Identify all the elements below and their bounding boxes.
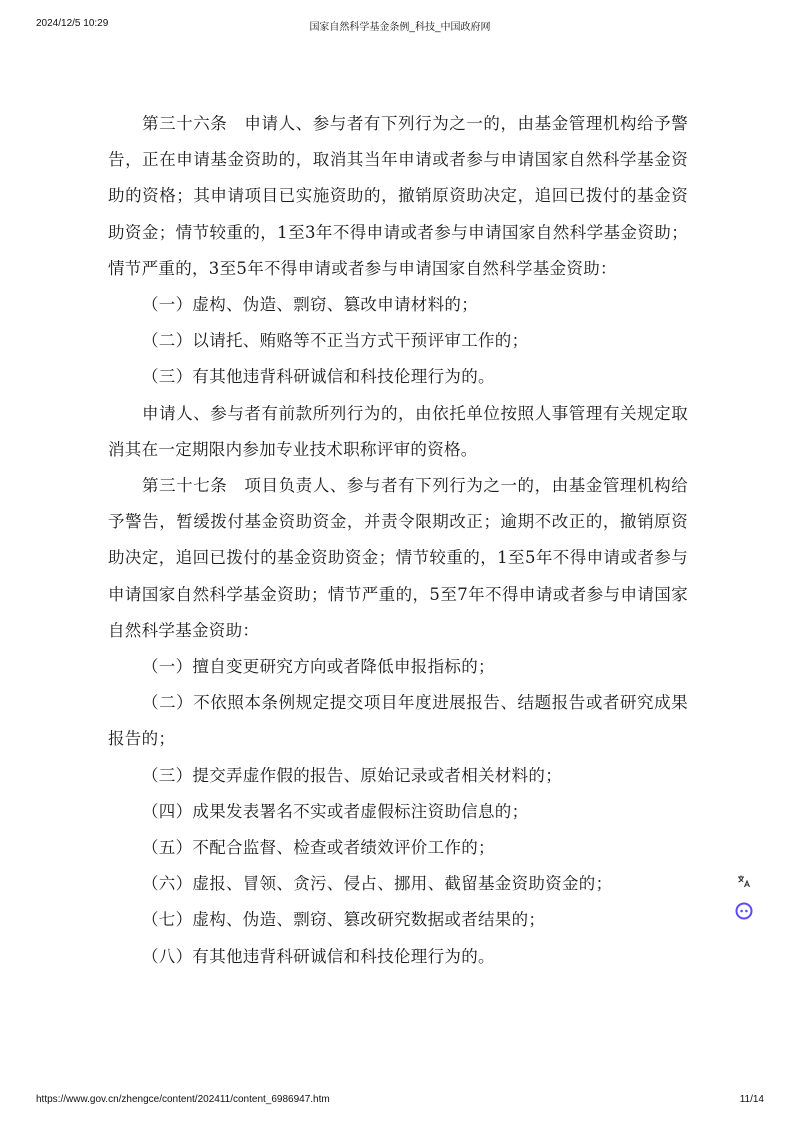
article-paragraph: （七）虚构、伪造、剽窃、篡改研究数据或者结果的； — [142, 910, 546, 930]
print-page-number: 11/14 — [739, 1094, 764, 1105]
article-paragraph: （一）擅自变更研究方向或者降低申报指标的； — [142, 657, 495, 677]
article-body — [108, 106, 688, 975]
print-datetime: 2024/12/5 10:29 — [36, 18, 109, 29]
article-paragraph: （三）提交弄虚作假的报告、原始记录或者相关材料的； — [142, 765, 562, 785]
article-paragraph: （二）以请托、贿赂等不正当方式干预评审工作的； — [142, 331, 529, 351]
print-page-title: 国家自然科学基金条例_科技_中国政府网 — [309, 22, 491, 33]
article-paragraph: （三）有其他违背科研诚信和科技伦理行为的。 — [142, 367, 495, 387]
article-paragraph: 申请人、参与者有前款所列行为的，由依托单位按照人事管理有关规定取消其在一定期限内参加专业技术职称评审的资格。 — [108, 403, 688, 459]
ai-assistant-icon — [735, 902, 753, 920]
translate-icon — [737, 874, 751, 888]
print-header — [36, 18, 764, 32]
article-paragraph: （五）不配合监督、检查或者绩效评价工作的； — [142, 838, 495, 858]
article-paragraph: （二）不依照本条例规定提交项目年度进展报告、结题报告或者研究成果报告的； — [108, 693, 688, 749]
article-paragraph: （一）虚构、伪造、剽窃、篡改申请材料的； — [142, 295, 478, 315]
article-paragraph: （四）成果发表署名不实或者虚假标注资助信息的； — [142, 801, 529, 821]
article-paragraph: （八）有其他违背科研诚信和科技伦理行为的。 — [142, 946, 495, 966]
ai-assistant-button[interactable] — [733, 900, 755, 922]
print-url: https://www.gov.cn/zhengce/content/202411/content_6986947.htm — [36, 1094, 330, 1105]
article-paragraph: （六）虚报、冒领、贪污、侵占、挪用、截留基金资助资金的； — [142, 874, 613, 894]
print-footer — [36, 1094, 764, 1108]
article-paragraph: 第三十六条 申请人、参与者有下列行为之一的，由基金管理机构给予警告，正在申请基金资助的，取消其当年申请或者参与申请国家自然科学基金资助的资格；其申请项目已实施资助的，撤销原资助决定，追回已拨付的基金资助资金；情节较重的，1至3年不得申请或者参与申请国家自然科学基金资助；情节严重的，3至5年不得申请或者参与申请国家自然科学基金资助： — [108, 114, 688, 278]
translate-button[interactable] — [733, 870, 755, 892]
article-paragraph: 第三十七条 项目负责人、参与者有下列行为之一的，由基金管理机构给予警告，暂缓拨付基金资助资金，并责令限期改正；逾期不改正的，撤销原资助决定，追回已拨付的基金资助资金；情节较重的，1至5年不得申请或者参与申请国家自然科学基金资助；情节严重的，5至7年不得申请或者参与申请国家自然科学基金资助： — [108, 476, 688, 640]
side-toolbar — [733, 870, 757, 930]
